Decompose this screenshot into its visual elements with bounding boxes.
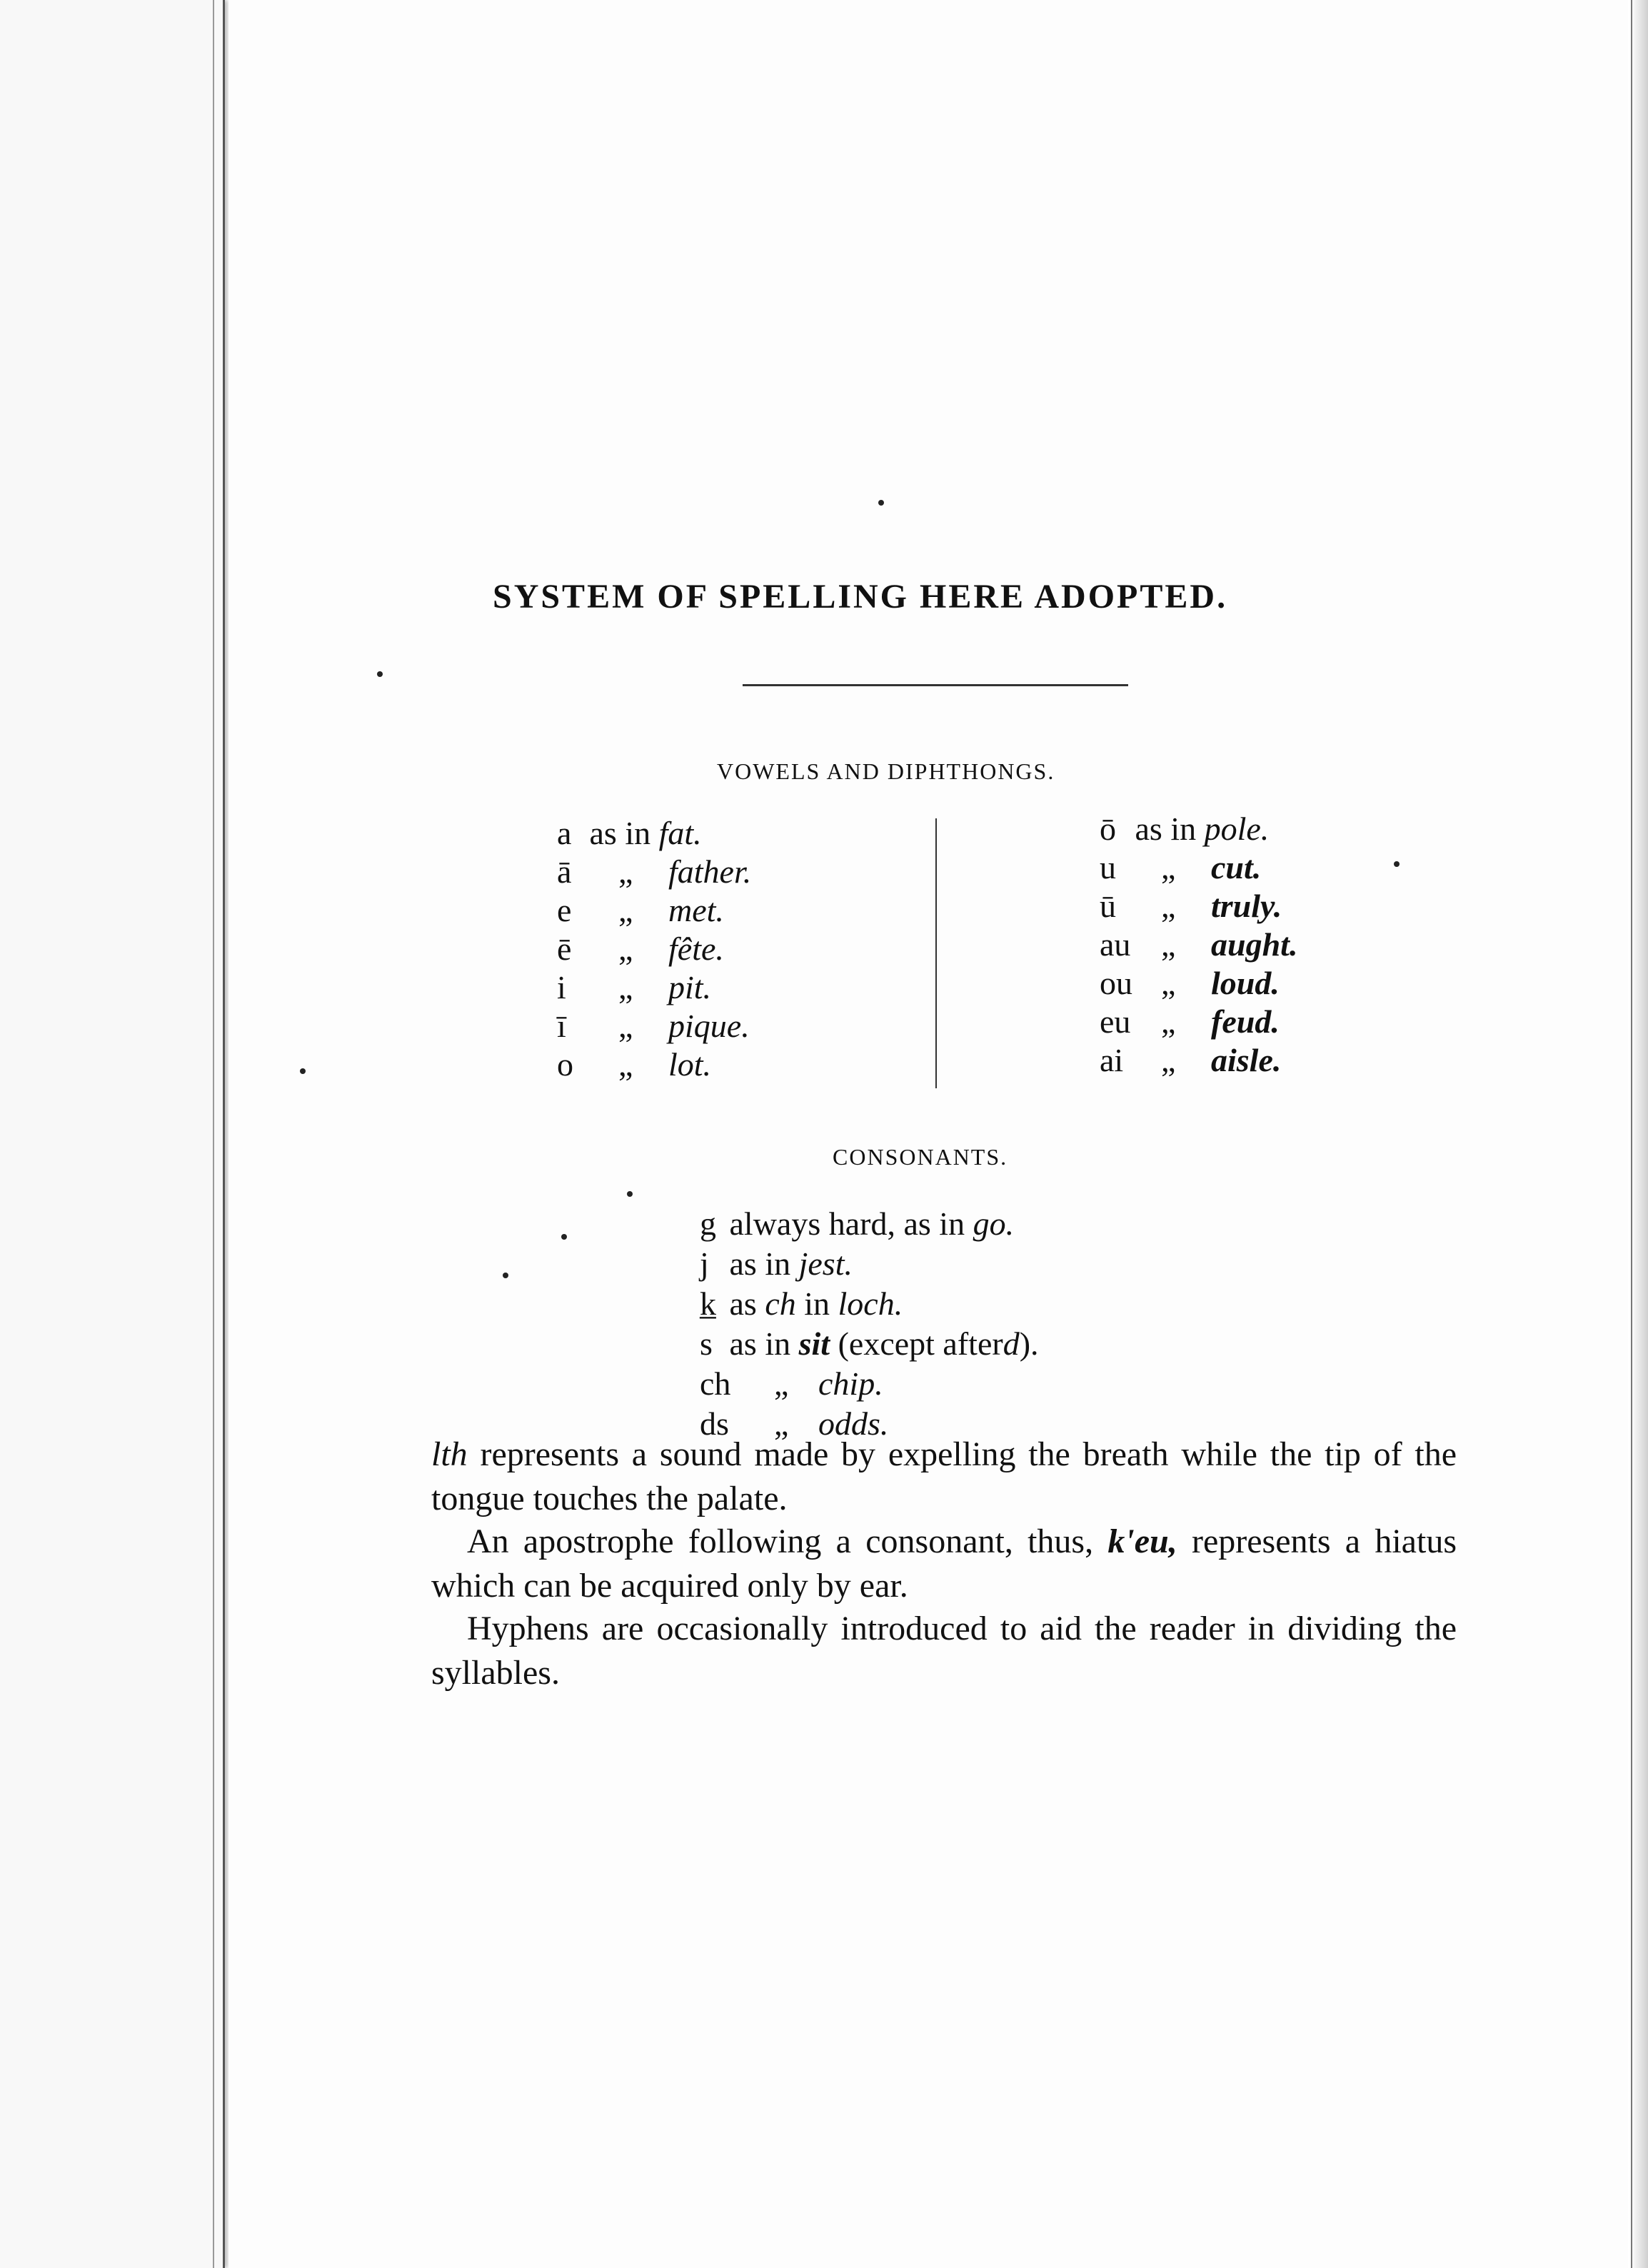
consonant-text: as in bbox=[729, 1245, 791, 1282]
vowel-symbol: u bbox=[1100, 849, 1116, 885]
vowel-example: father. bbox=[668, 853, 752, 890]
consonant-example: loch. bbox=[838, 1285, 903, 1322]
hyphens-paragraph: Hyphens are occasionally introduced to aid the reader in dividing the syllables. bbox=[431, 1610, 1457, 1692]
vowel-symbol: ō bbox=[1100, 811, 1116, 847]
lth-paragraph bbox=[431, 1432, 1457, 1521]
consonant-symbol: g bbox=[700, 1205, 716, 1242]
vowel-connector: as in bbox=[589, 815, 651, 851]
consonant-example: go. bbox=[973, 1205, 1015, 1242]
scan-speck bbox=[627, 1191, 633, 1197]
vowel-example: cut. bbox=[1211, 849, 1262, 885]
ditto-mark: „ bbox=[618, 853, 633, 890]
vowel-row bbox=[1100, 848, 1261, 887]
consonant-row bbox=[700, 1284, 903, 1324]
consonant-example-ch: ch bbox=[765, 1285, 796, 1322]
consonant-symbol: ds bbox=[700, 1405, 729, 1442]
consonant-text: as in bbox=[729, 1325, 791, 1362]
consonant-example: odds. bbox=[818, 1405, 889, 1442]
scan-speck bbox=[1394, 861, 1400, 867]
vowel-symbol: ai bbox=[1100, 1042, 1124, 1078]
apostrophe-paragraph bbox=[431, 1520, 1457, 1608]
consonant-row bbox=[700, 1244, 853, 1284]
vowel-connector: as in bbox=[1135, 811, 1197, 847]
consonant-text: always hard, as in bbox=[729, 1205, 965, 1242]
consonant-symbol: j bbox=[700, 1245, 709, 1282]
vowel-row bbox=[1100, 887, 1282, 925]
vowel-example: met. bbox=[668, 892, 724, 928]
vowel-symbol: au bbox=[1100, 926, 1131, 963]
vowel-symbol: e bbox=[557, 892, 572, 928]
vowel-example: feud. bbox=[1211, 1003, 1280, 1040]
ditto-mark: „ bbox=[618, 930, 633, 967]
ditto-mark: „ bbox=[774, 1405, 789, 1442]
ditto-mark: „ bbox=[1161, 926, 1176, 963]
consonant-text-after: (except after bbox=[838, 1325, 1003, 1362]
consonant-row bbox=[700, 1364, 883, 1404]
vowel-row bbox=[557, 1007, 750, 1045]
vowel-example: pique. bbox=[668, 1008, 750, 1044]
consonant-text-end: ). bbox=[1019, 1325, 1039, 1362]
ditto-mark: „ bbox=[1161, 849, 1176, 885]
consonant-example: jest. bbox=[798, 1245, 853, 1282]
book-page bbox=[228, 0, 1628, 2268]
vowel-row bbox=[557, 930, 724, 968]
consonant-row bbox=[700, 1204, 1014, 1244]
vowel-example: loud. bbox=[1211, 965, 1280, 1001]
ditto-mark: „ bbox=[618, 1008, 633, 1044]
apostrophe-example: k'eu, bbox=[1107, 1522, 1177, 1560]
vowel-symbol: o bbox=[557, 1046, 573, 1083]
vowel-row bbox=[557, 814, 702, 853]
vowel-example: aisle. bbox=[1211, 1042, 1282, 1078]
page-right-edge bbox=[1631, 0, 1648, 2268]
column-divider bbox=[935, 818, 937, 1088]
vowel-symbol: i bbox=[557, 969, 566, 1005]
vowel-row bbox=[557, 968, 711, 1007]
vowel-row bbox=[557, 1045, 711, 1084]
vowel-example: fat. bbox=[658, 815, 702, 851]
vowel-symbol: a bbox=[557, 815, 572, 851]
vowel-symbol: ou bbox=[1100, 965, 1132, 1001]
consonant-example: chip. bbox=[818, 1365, 883, 1402]
scan-speck bbox=[377, 671, 383, 677]
vowel-example: pit. bbox=[668, 969, 712, 1005]
scan-speck bbox=[300, 1068, 306, 1074]
consonant-text-in: in bbox=[804, 1285, 830, 1322]
vowel-example: lot. bbox=[668, 1046, 712, 1083]
lth-term: lth bbox=[431, 1435, 468, 1473]
ditto-mark: „ bbox=[774, 1365, 789, 1402]
ditto-mark: „ bbox=[1161, 1042, 1176, 1078]
consonant-symbol: ch bbox=[700, 1365, 731, 1402]
ditto-mark: „ bbox=[618, 969, 633, 1005]
ditto-mark: „ bbox=[1161, 1003, 1176, 1040]
vowel-row bbox=[1100, 964, 1280, 1003]
vowel-row bbox=[1100, 810, 1269, 848]
vowel-example: pole. bbox=[1204, 811, 1270, 847]
consonant-row bbox=[700, 1324, 1039, 1364]
vowel-example: fête. bbox=[668, 930, 724, 967]
vowel-row bbox=[557, 891, 724, 930]
scan-speck bbox=[503, 1273, 508, 1278]
vowel-symbol: ū bbox=[1100, 888, 1116, 924]
lth-text: represents a sound made by expelling the breath while the tip of the tongue touches the palate. bbox=[431, 1435, 1457, 1517]
vowels-heading: VOWELS AND DIPHTHONGS. bbox=[717, 758, 1055, 784]
page-title: SYSTEM OF SPELLING HERE ADOPTED. bbox=[493, 578, 1228, 616]
vowel-row bbox=[557, 853, 751, 891]
vowel-symbol: ē bbox=[557, 930, 572, 967]
vowel-symbol: ā bbox=[557, 853, 572, 890]
consonant-symbol: k̲ bbox=[700, 1285, 716, 1322]
vowel-example: aught. bbox=[1211, 926, 1298, 963]
ditto-mark: „ bbox=[1161, 888, 1176, 924]
vowel-symbol: eu bbox=[1100, 1003, 1131, 1040]
vowel-row bbox=[1100, 925, 1297, 964]
consonant-example-d: d bbox=[1003, 1325, 1020, 1362]
vowel-symbol: ī bbox=[557, 1008, 566, 1044]
vowel-example: truly. bbox=[1211, 888, 1282, 924]
consonant-symbol: s bbox=[700, 1325, 713, 1362]
consonant-example: sit bbox=[798, 1325, 830, 1362]
apostrophe-text: An apostrophe following a consonant, thus, bbox=[467, 1522, 1094, 1560]
apostrophe-text-rest: represents a hiatus which can be acquired only by ear. bbox=[431, 1522, 1457, 1605]
vowel-row bbox=[1100, 1003, 1280, 1041]
facing-page-edge bbox=[0, 0, 225, 2268]
consonant-text: as bbox=[729, 1285, 757, 1322]
scan-speck bbox=[561, 1234, 567, 1240]
consonants-heading: CONSONANTS. bbox=[833, 1144, 1008, 1170]
ditto-mark: „ bbox=[1161, 965, 1176, 1001]
title-rule bbox=[743, 684, 1128, 686]
scan-speck bbox=[878, 500, 884, 506]
ditto-mark: „ bbox=[618, 892, 633, 928]
vowel-row bbox=[1100, 1041, 1281, 1080]
ditto-mark: „ bbox=[618, 1046, 633, 1083]
